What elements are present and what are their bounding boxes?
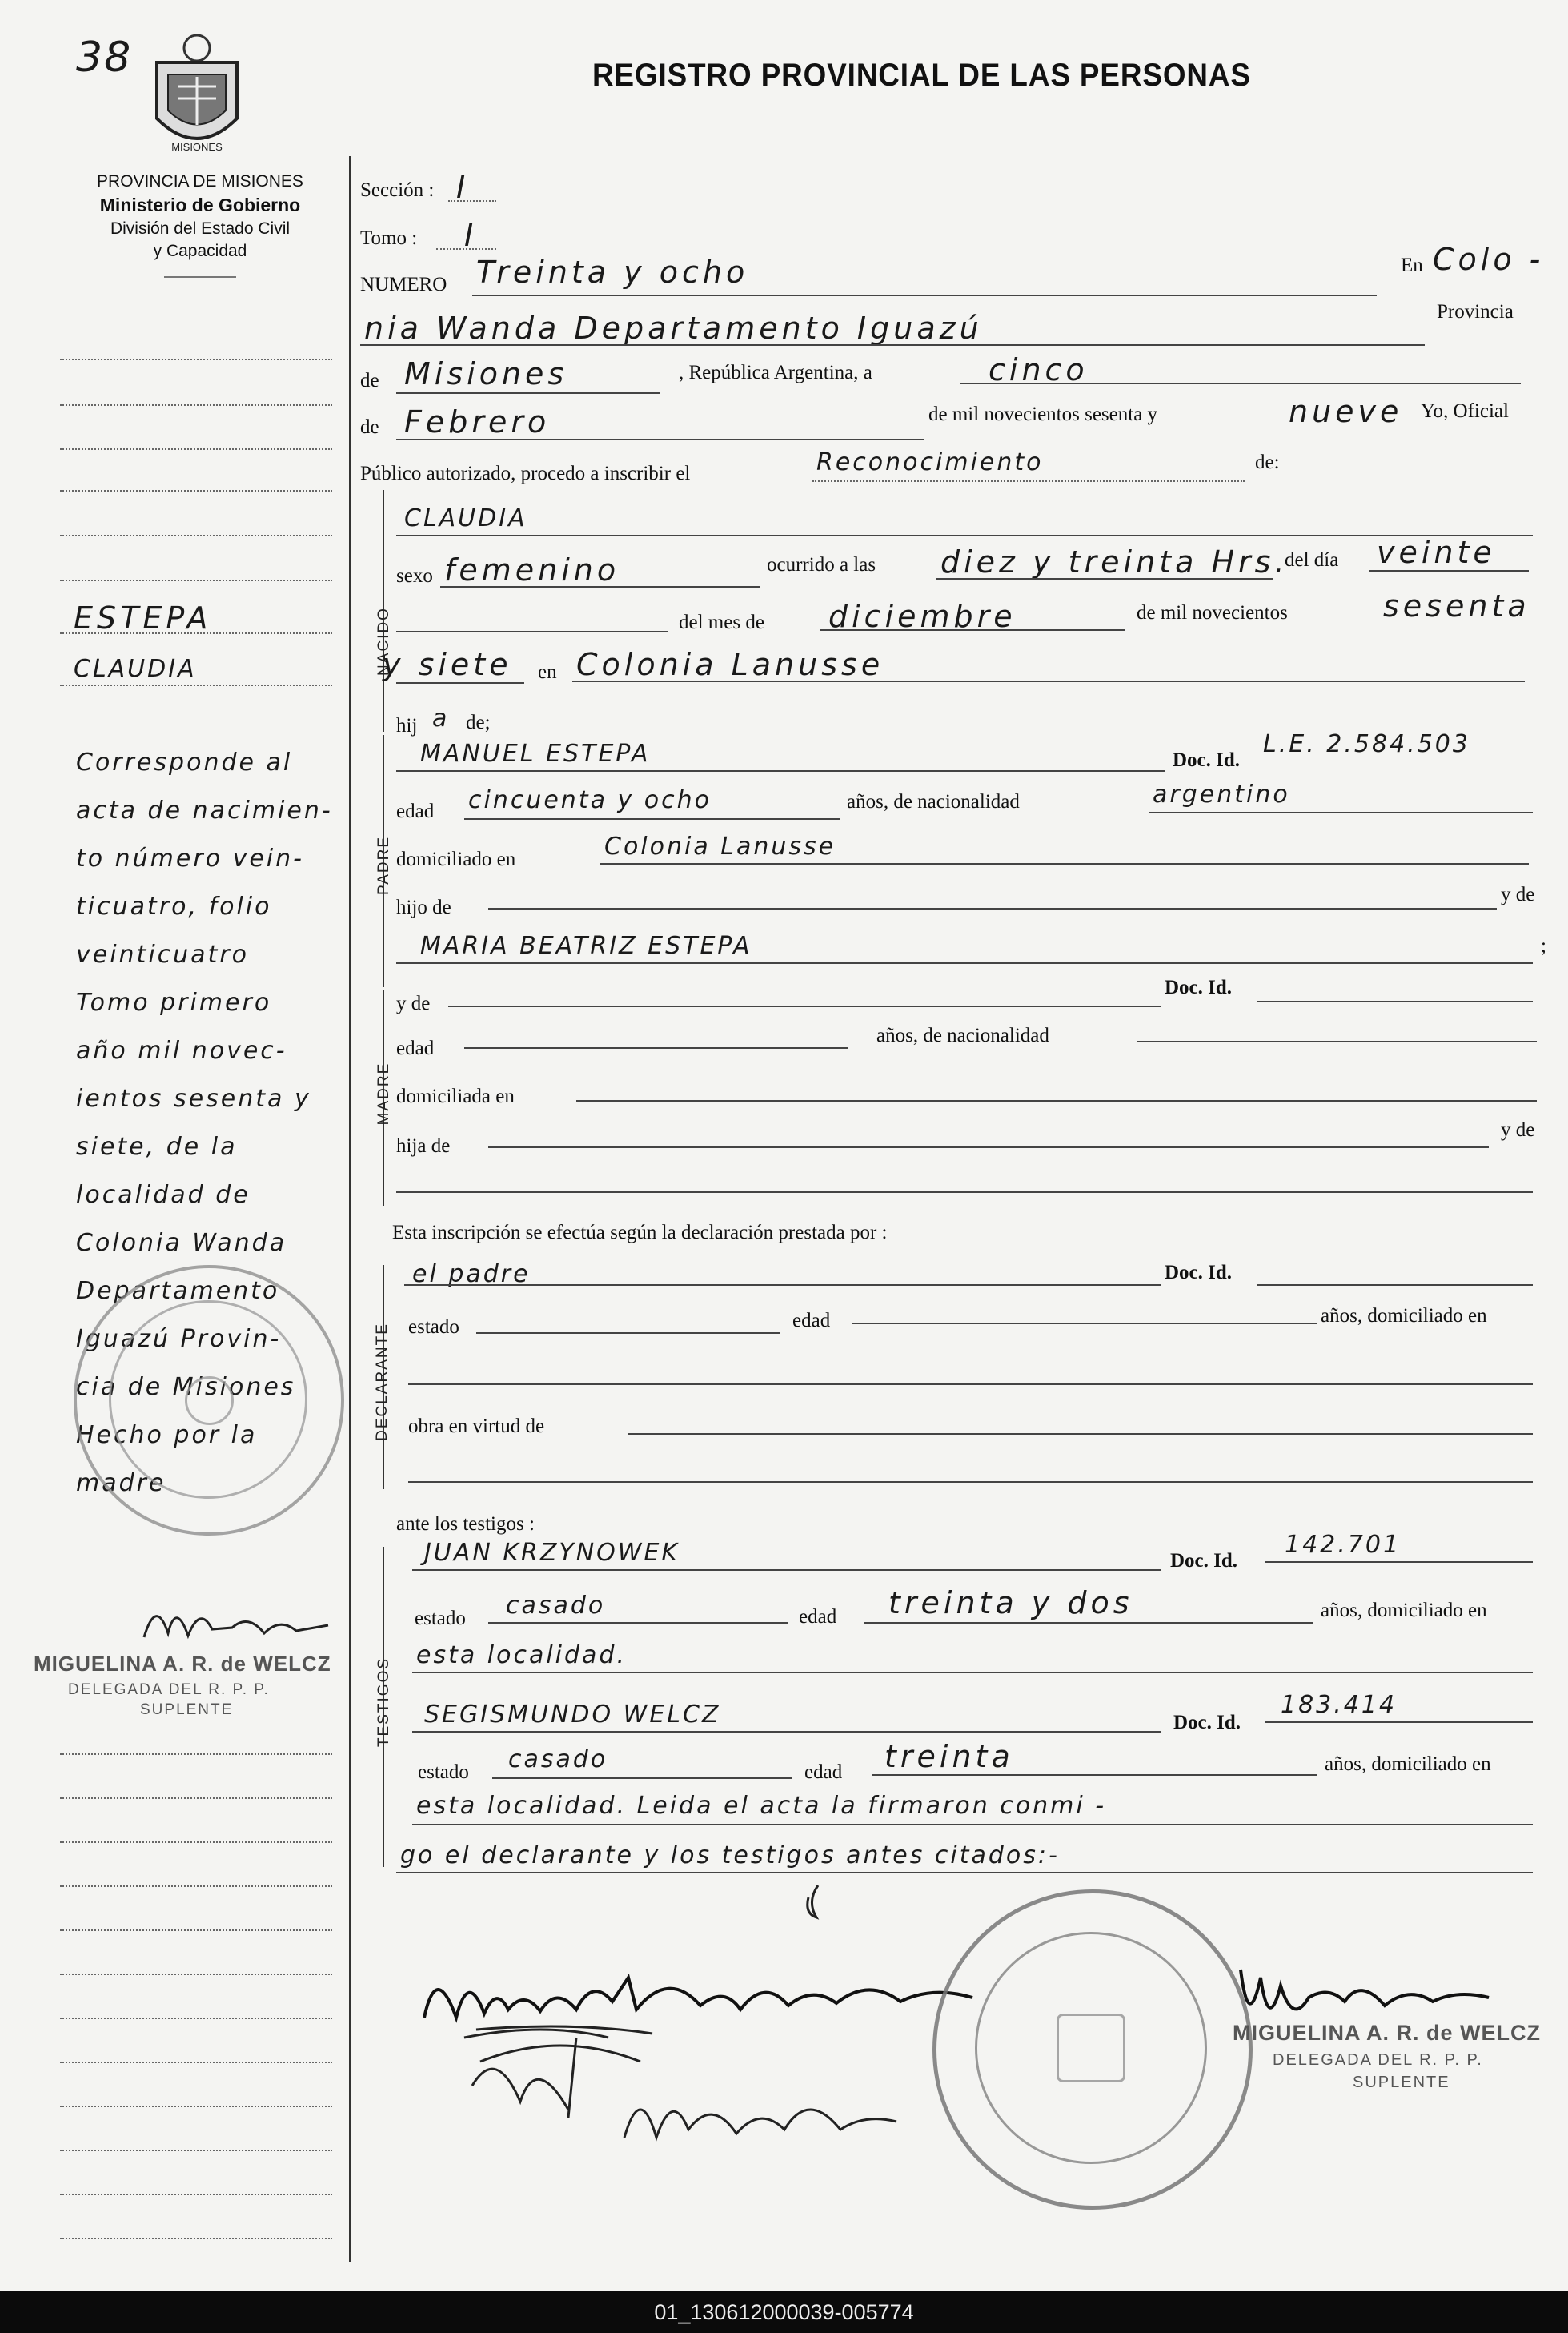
declarante-obra-label: obra en virtud de (408, 1415, 545, 1437)
mil-label: de mil novecientos sesenta y (928, 404, 1158, 425)
madre-nac-label: años, de nacionalidad (876, 1025, 1049, 1046)
de-label: de (360, 370, 379, 392)
seal-text: MISIONES (171, 141, 223, 153)
sexo-label: sexo (396, 565, 433, 587)
madre-edad-label: edad (396, 1038, 435, 1059)
testigo1-edad-label: edad (799, 1606, 837, 1628)
madre-hija-label: hija de (396, 1135, 451, 1157)
header-ministry: Ministerio de Gobierno (99, 195, 301, 215)
padre-section-label: PADRE (375, 835, 392, 896)
margin-note-line: año mil novec- (76, 1037, 287, 1065)
official-stamp-role: SUPLENTE (1353, 2074, 1450, 2091)
en-label: En (1401, 255, 1423, 276)
seccion-label: Sección : (360, 179, 435, 201)
provincia-value: Misiones (404, 356, 568, 392)
nacido-section-label: NACIDO (375, 607, 392, 676)
tomo-value: I (464, 218, 478, 253)
testigo1-edad-value: treinta y dos (888, 1585, 1133, 1620)
numero-label: NUMERO (360, 274, 447, 295)
file-id-footer: 01_130612000039-005774 (0, 2291, 1568, 2333)
page-number: 38 (76, 34, 133, 82)
mil-nacimiento-label: de mil novecientos (1137, 602, 1288, 624)
testigo2-nombre: SEGISMUNDO WELCZ (424, 1701, 721, 1729)
de-label-2: de (360, 416, 379, 438)
page-title: REGISTRO PROVINCIAL DE LAS PERSONAS (592, 58, 1251, 93)
ocurrido-label: ocurrido a las (767, 554, 876, 576)
del-dia-label: del día (1285, 549, 1339, 571)
padre-nombre: MANUEL ESTEPA (420, 740, 651, 768)
declarante-estado-label: estado (408, 1316, 459, 1338)
anio-value: nueve (1289, 394, 1403, 429)
header-capacity: y Capacidad (153, 242, 247, 260)
madre-dom-label: domiciliada en (396, 1086, 515, 1107)
margin-round-stamp (74, 1265, 344, 1536)
declarante-anios-label: años, domiciliado en (1321, 1305, 1487, 1327)
padre-edad-label: edad (396, 801, 435, 822)
margin-official-title: DELEGADA DEL R. P. P. (68, 1681, 270, 1698)
hij-de-label: de; (466, 712, 491, 733)
margin-note-line: Colonia Wanda (76, 1229, 287, 1257)
testigo2-estado-label: estado (418, 1761, 469, 1783)
margin-note-line: to número vein- (76, 845, 304, 873)
testigo1-estado-label: estado (415, 1608, 466, 1629)
en-nacimiento-label: en (538, 661, 557, 683)
acto-value: Reconocimiento (816, 448, 1044, 476)
testigo1-dom-value: esta localidad. (416, 1641, 628, 1669)
madre-section-label: MADRE (375, 1062, 392, 1126)
testigo1-estado-value: casado (506, 1592, 606, 1620)
madre-nombre: MARIA BEATRIZ ESTEPA (420, 932, 752, 960)
hij-label: hij (396, 715, 418, 737)
del-mes-label: del mes de (679, 612, 764, 633)
margin-signature (136, 1589, 336, 1653)
margin-note-line: ientos sesenta y (76, 1085, 311, 1113)
testigos-section-label: TESTIGOS (375, 1656, 392, 1748)
sexo-value: femenino (444, 552, 620, 588)
testigo2-doc-value: 183.414 (1281, 1691, 1398, 1719)
padre-yde-label: y de (1501, 884, 1535, 905)
header-division: División del Estado Civil (110, 219, 291, 238)
padre-dom-label: domiciliado en (396, 849, 516, 870)
testigo2-edad-label: edad (804, 1761, 843, 1783)
numero-value: Treinta y ocho (476, 255, 749, 290)
padre-doc-value: L.E. 2.584.503 (1263, 730, 1470, 758)
margin-note-line: Iguazú Provin- (76, 1325, 282, 1353)
mark-glyph (800, 1881, 824, 1921)
declarante-section-label: DECLARANTE (374, 1323, 391, 1441)
oficial-label: Yo, Oficial (1421, 400, 1509, 422)
mes-nacimiento-value: diciembre (828, 599, 1017, 634)
margin-note-line: ticuatro, folio (76, 893, 272, 921)
margin-note-line: Tomo primero (76, 989, 272, 1017)
madre-yde-label: y de (396, 993, 431, 1014)
padre-semicolon: ; (1541, 935, 1546, 957)
testigo1-doc-value: 142.701 (1285, 1531, 1402, 1559)
publico-label: Público autorizado, procedo a inscribir el (360, 463, 691, 484)
margin-note-line: cia de Misiones (76, 1373, 296, 1401)
padre-nac-label: años, de nacionalidad (847, 791, 1020, 813)
scribble-signature-2 (608, 2066, 912, 2154)
padre-edad-value: cincuenta y ocho (468, 786, 712, 814)
place-value: nia Wanda Departamento Iguazú (364, 311, 983, 346)
dia-value: cinco (989, 352, 1089, 387)
closing-line: go el declarante y los testigos antes citados:- (400, 1841, 1060, 1869)
margin-divider (349, 156, 351, 2262)
testigo2-edad-value: treinta (884, 1739, 1014, 1774)
testigo1-anios-label: años, domiciliado en (1321, 1600, 1487, 1621)
testigo2-estado-value: casado (508, 1745, 608, 1773)
madre-yde2-label: y de (1501, 1119, 1535, 1141)
seccion-value: I (456, 170, 470, 205)
header-underline (164, 276, 236, 278)
lugar-nacimiento-value: Colonia Lanusse (576, 647, 884, 682)
republica-label: , República Argentina, a (679, 362, 872, 383)
anio-nacimiento-value-1: sesenta (1383, 588, 1530, 624)
testigos-intro: ante los testigos : (396, 1513, 535, 1535)
tomo-label: Tomo : (360, 227, 418, 249)
declarante-doc-label: Doc. Id. (1165, 1262, 1233, 1283)
anio-nacimiento-value-2: y siete (383, 647, 512, 682)
testigo1-nombre: JUAN KRZYNOWEK (424, 1539, 680, 1567)
official-stamp-title: DELEGADA DEL R. P. P. (1273, 2051, 1483, 2069)
en-value: Colo - (1433, 242, 1545, 277)
hora-value: diez y treinta Hrs. (940, 544, 1289, 580)
padre-dom-value: Colonia Lanusse (604, 833, 836, 861)
margin-note-line: Hecho por la (76, 1421, 258, 1449)
header-province: PROVINCIA DE MISIONES (97, 172, 303, 191)
de-colon: de: (1255, 452, 1280, 473)
hij-value: a (432, 705, 450, 733)
padre-hijo-label: hijo de (396, 897, 451, 918)
testigo2-anios-label: años, domiciliado en (1325, 1753, 1491, 1775)
margin-surname: ESTEPA (74, 600, 212, 636)
padre-doc-label: Doc. Id. (1173, 749, 1241, 771)
testigo2-dom-value: esta localidad. Leida el acta la firmaron conmi - (416, 1792, 1107, 1820)
margin-official-role: SUPLENTE (140, 1701, 234, 1718)
declarante-intro: Esta inscripción se efectúa según la declaración prestada por : (392, 1222, 888, 1243)
mes-value: Febrero (404, 404, 551, 440)
margin-note-line: siete, de la (76, 1133, 238, 1161)
official-stamp-name: MIGUELINA A. R. de WELCZ (1233, 2021, 1541, 2045)
margin-note-line: acta de nacimien- (76, 797, 333, 825)
dia-nacimiento-value: veinte (1377, 535, 1496, 570)
margin-given-name: CLAUDIA (74, 655, 197, 683)
margin-note-line: Departamento (76, 1277, 280, 1305)
coat-of-arms-seal (146, 30, 248, 159)
nacido-nombre: CLAUDIA (404, 504, 527, 532)
margin-note-line: veinticuatro (76, 941, 249, 969)
declarante-edad-label: edad (792, 1310, 831, 1331)
declarante-nombre: el padre (412, 1260, 531, 1288)
margin-note-line: Corresponde al (76, 749, 293, 777)
padre-nac-value: argentino (1153, 781, 1290, 809)
official-round-stamp (932, 1889, 1253, 2210)
testigo1-doc-label: Doc. Id. (1170, 1550, 1238, 1572)
margin-official-name: MIGUELINA A. R. de WELCZ (34, 1652, 331, 1676)
margin-note-line: localidad de (76, 1181, 251, 1209)
provincia-label: Provincia (1437, 301, 1514, 323)
madre-doc-label: Doc. Id. (1165, 977, 1233, 998)
margin-note-line: madre (76, 1469, 166, 1497)
testigo2-doc-label: Doc. Id. (1173, 1712, 1241, 1733)
